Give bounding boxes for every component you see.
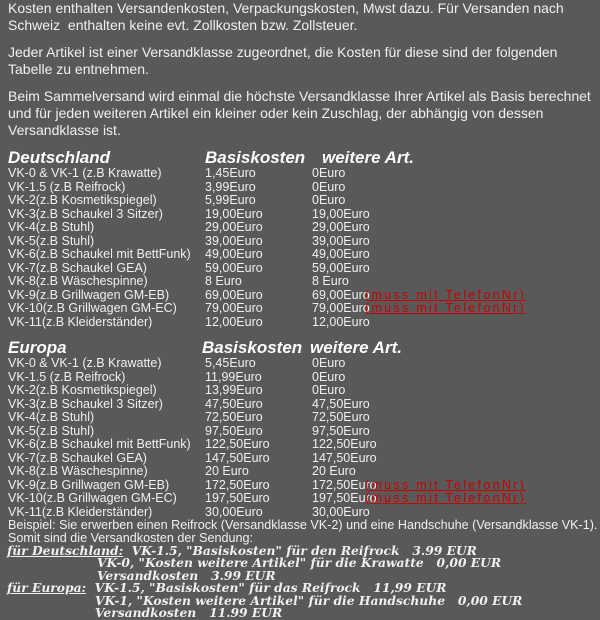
- versandklasse-label: VK-3(z.B Schaukel 3 Sitzer): [8, 206, 163, 221]
- weitere-artikel-value: 0Euro: [312, 166, 346, 180]
- versandklasse-label: VK-5(z.B Stuhl): [8, 423, 95, 438]
- example-europa-line3: Versandkosten 11.99 EUR: [95, 605, 283, 620]
- versandklasse-label: VK-0 & VK-1 (z.B Krawatte): [8, 356, 162, 370]
- example-europa-basiskosten: VK-1.5, "Basiskosten" für das Reifrock 11,99 EUR: [86, 580, 447, 596]
- telefonnr-required-note: (muss mit TelefonNr): [365, 477, 527, 492]
- column-header-weitere-art: weitere Art.: [322, 148, 414, 167]
- table-row: [0, 248, 600, 262]
- basiskosten-value: 19,00Euro: [205, 206, 263, 221]
- versandklasse-label: VK-1.5 (z.B Reifrock): [8, 179, 126, 194]
- table-row: [0, 506, 600, 520]
- basiskosten-value: 47,50Euro: [205, 396, 263, 411]
- table-row: [0, 452, 600, 466]
- versandklasse-label: VK-3(z.B Schaukel 3 Sitzer): [8, 396, 163, 411]
- column-header-weitere-art: weitere Art.: [310, 338, 402, 357]
- versandklasse-label: VK-2(z.B Kosmetikspiegel): [8, 193, 157, 207]
- basiskosten-value: 147,50Euro: [205, 450, 270, 465]
- table-row: [0, 492, 600, 506]
- example-europa-label: für Europa:: [7, 580, 87, 596]
- column-header-basiskosten: Basiskosten: [205, 148, 306, 167]
- versandklasse-label: VK-8(z.B Wäschespinne): [8, 274, 148, 288]
- weitere-artikel-value: 97,50Euro: [312, 423, 370, 438]
- table-row: [0, 289, 600, 303]
- versandklasse-label: VK-6(z.B Schaukel mit BettFunk): [8, 437, 191, 451]
- region-title: Deutschland: [8, 148, 111, 167]
- basiskosten-value: 5,45Euro: [205, 356, 256, 370]
- versandklasse-label: VK-5(z.B Stuhl): [8, 233, 95, 248]
- intro-line: Schweiz enthalten keine evt. Zollkosten bzw. Zollsteuer.: [8, 17, 358, 33]
- versandklasse-label: VK-11(z.B Kleiderständer): [8, 504, 153, 519]
- weitere-artikel-value: 29,00Euro: [312, 220, 370, 234]
- weitere-artikel-value: 20 Euro: [312, 464, 356, 478]
- example-deutschland-line3: Versandkosten 3.99 EUR: [97, 567, 276, 583]
- example-deutschland-label: für Deutschland:: [7, 543, 124, 558]
- intro-paragraph-sammelversand: [0, 88, 600, 139]
- intro-line: Beim Sammelversand wird einmal die höchste Versandklasse Ihrer Artikel als Basis berechnet: [8, 88, 591, 104]
- basiskosten-value: 12,00Euro: [205, 314, 263, 329]
- table-row: [0, 235, 600, 249]
- weitere-artikel-value: 72,50Euro: [312, 410, 370, 424]
- table-row: [0, 221, 600, 235]
- weitere-artikel-value: 79,00Euro: [312, 301, 370, 315]
- example-europa-line2: VK-1, "Kosten weitere Artikel" für die Handschuhe 0,00 EUR: [95, 592, 523, 608]
- weitere-artikel-value: 69,00Euro: [312, 287, 370, 302]
- versandklasse-label: VK-8(z.B Wäschespinne): [8, 464, 148, 478]
- example-section: [0, 519, 600, 619]
- versandklasse-label: VK-10(z.B Grillwagen GM-EC): [8, 491, 177, 505]
- intro-paragraph-versandklasse: [0, 44, 600, 78]
- weitere-artikel-value: 0Euro: [312, 193, 346, 207]
- table-row: [0, 384, 600, 398]
- table-row: [0, 302, 600, 316]
- telefonnr-required-note: (muss mit TelefonNr): [365, 287, 527, 302]
- telefonnr-required-note: (muss mit TelefonNr): [365, 301, 527, 315]
- intro-line: Jeder Artikel ist einer Versandklasse zugeordnet, die Kosten für diese sind der folgenden: [8, 44, 558, 60]
- versandklasse-label: VK-4(z.B Stuhl): [8, 220, 95, 234]
- weitere-artikel-value: 59,00Euro: [312, 260, 370, 275]
- versandklasse-label: VK-9(z.B Grillwagen GM-EB): [8, 477, 170, 492]
- table-row: [0, 465, 600, 479]
- basiskosten-value: 11,99Euro: [205, 369, 262, 384]
- example-deutschland-line2: VK-0, "Kosten weitere Artikel" für die Krawatte 0,00 EUR: [97, 555, 502, 571]
- table-row: [0, 316, 600, 330]
- weitere-artikel-value: 39,00Euro: [312, 233, 370, 248]
- basiskosten-value: 3,99Euro: [205, 179, 256, 194]
- basiskosten-value: 72,50Euro: [205, 410, 263, 424]
- example-somit-line: Somit sind die Versandkosten der Sendung:: [8, 531, 254, 545]
- table-row: [0, 262, 600, 276]
- weitere-artikel-value: 0Euro: [312, 179, 346, 194]
- basiskosten-value: 20 Euro: [205, 464, 249, 478]
- table-europa: [0, 339, 600, 519]
- telefonnr-required-note: (muss mit TelefonNr): [365, 491, 527, 505]
- basiskosten-value: 30,00Euro: [205, 504, 263, 519]
- weitere-artikel-value: 172,50Euro: [312, 477, 377, 492]
- intro-line: Tabelle zu entnehmen.: [8, 61, 149, 77]
- basiskosten-value: 5,99Euro: [205, 193, 256, 207]
- basiskosten-value: 13,99Euro: [205, 383, 263, 397]
- versandklasse-label: VK-6(z.B Schaukel mit BettFunk): [8, 247, 191, 261]
- weitere-artikel-value: 0Euro: [312, 383, 346, 397]
- table-row: [0, 194, 600, 208]
- weitere-artikel-value: 12,00Euro: [312, 314, 370, 329]
- basiskosten-value: 49,00Euro: [205, 247, 263, 261]
- intro-line: Kosten enthalten Versandenkosten, Verpackungskosten, Mwst dazu. Für Versanden nach: [8, 0, 564, 16]
- table-row: [0, 357, 600, 371]
- weitere-artikel-value: 147,50Euro: [312, 450, 377, 465]
- table-row: [0, 167, 600, 181]
- basiskosten-value: 122,50Euro: [205, 437, 270, 451]
- versandklasse-label: VK-7(z.B Schaukel GEA): [8, 260, 147, 275]
- intro-line: Versandklasse ist.: [8, 122, 121, 138]
- table-row: [0, 398, 600, 412]
- table-rows-europa: [0, 357, 600, 519]
- weitere-artikel-value: 8 Euro: [312, 274, 349, 288]
- basiskosten-value: 197,50Euro: [205, 491, 270, 505]
- versandklasse-label: VK-10(z.B Grillwagen GM-EC): [8, 301, 177, 315]
- table-row: [0, 275, 600, 289]
- example-intro-line: Beispiel: Sie erwerben einen Reifrock (Versandklasse VK-2) und eine Handschuhe (Versandklasse VK-1).: [8, 518, 598, 532]
- table-rows-deutschland: [0, 167, 600, 329]
- table-row: [0, 425, 600, 439]
- basiskosten-value: 29,00Euro: [205, 220, 263, 234]
- table-row: [0, 411, 600, 425]
- weitere-artikel-value: 122,50Euro: [312, 437, 377, 451]
- versandklasse-label: VK-4(z.B Stuhl): [8, 410, 95, 424]
- table-row: [0, 208, 600, 222]
- weitere-artikel-value: 49,00Euro: [312, 247, 370, 261]
- basiskosten-value: 59,00Euro: [205, 260, 263, 275]
- basiskosten-value: 97,50Euro: [205, 423, 263, 438]
- versandklasse-label: VK-9(z.B Grillwagen GM-EB): [8, 287, 170, 302]
- versandklasse-label: VK-2(z.B Kosmetikspiegel): [8, 383, 157, 397]
- table-row: [0, 181, 600, 195]
- table-deutschland: [0, 149, 600, 329]
- weitere-artikel-value: 0Euro: [312, 369, 346, 384]
- table-row: [0, 371, 600, 385]
- versandklasse-label: VK-0 & VK-1 (z.B Krawatte): [8, 166, 162, 180]
- basiskosten-value: 69,00Euro: [205, 287, 263, 302]
- intro-paragraph-costs: [0, 0, 600, 34]
- example-deutschland-basiskosten: VK-1.5, "Basiskosten" für den Reifrock 3.99 EUR: [123, 543, 477, 558]
- weitere-artikel-value: 19,00Euro: [312, 206, 370, 221]
- versandklasse-label: VK-7(z.B Schaukel GEA): [8, 450, 147, 465]
- basiskosten-value: 8 Euro: [205, 274, 242, 288]
- basiskosten-value: 172,50Euro: [205, 477, 270, 492]
- weitere-artikel-value: 47,50Euro: [312, 396, 370, 411]
- weitere-artikel-value: 30,00Euro: [312, 504, 370, 519]
- basiskosten-value: 39,00Euro: [205, 233, 263, 248]
- column-header-basiskosten: Basiskosten: [202, 338, 303, 357]
- weitere-artikel-value: 0Euro: [312, 356, 346, 370]
- intro: [0, 0, 600, 139]
- table-header-deutschland: [0, 149, 600, 167]
- versandklasse-label: VK-11(z.B Kleiderständer): [8, 314, 153, 329]
- basiskosten-value: 1,45Euro: [205, 166, 256, 180]
- table-header-europa: [0, 339, 600, 357]
- region-title: Europa: [8, 338, 67, 357]
- versandklasse-label: VK-1.5 (z.B Reifrock): [8, 369, 126, 384]
- table-row: [0, 438, 600, 452]
- intro-line: und für jeden weiteren Artikel ein kleiner oder kein Zuschlag, der abhängig von dessen: [8, 105, 544, 121]
- basiskosten-value: 79,00Euro: [205, 301, 263, 315]
- weitere-artikel-value: 197,50Euro: [312, 491, 377, 505]
- table-row: [0, 479, 600, 493]
